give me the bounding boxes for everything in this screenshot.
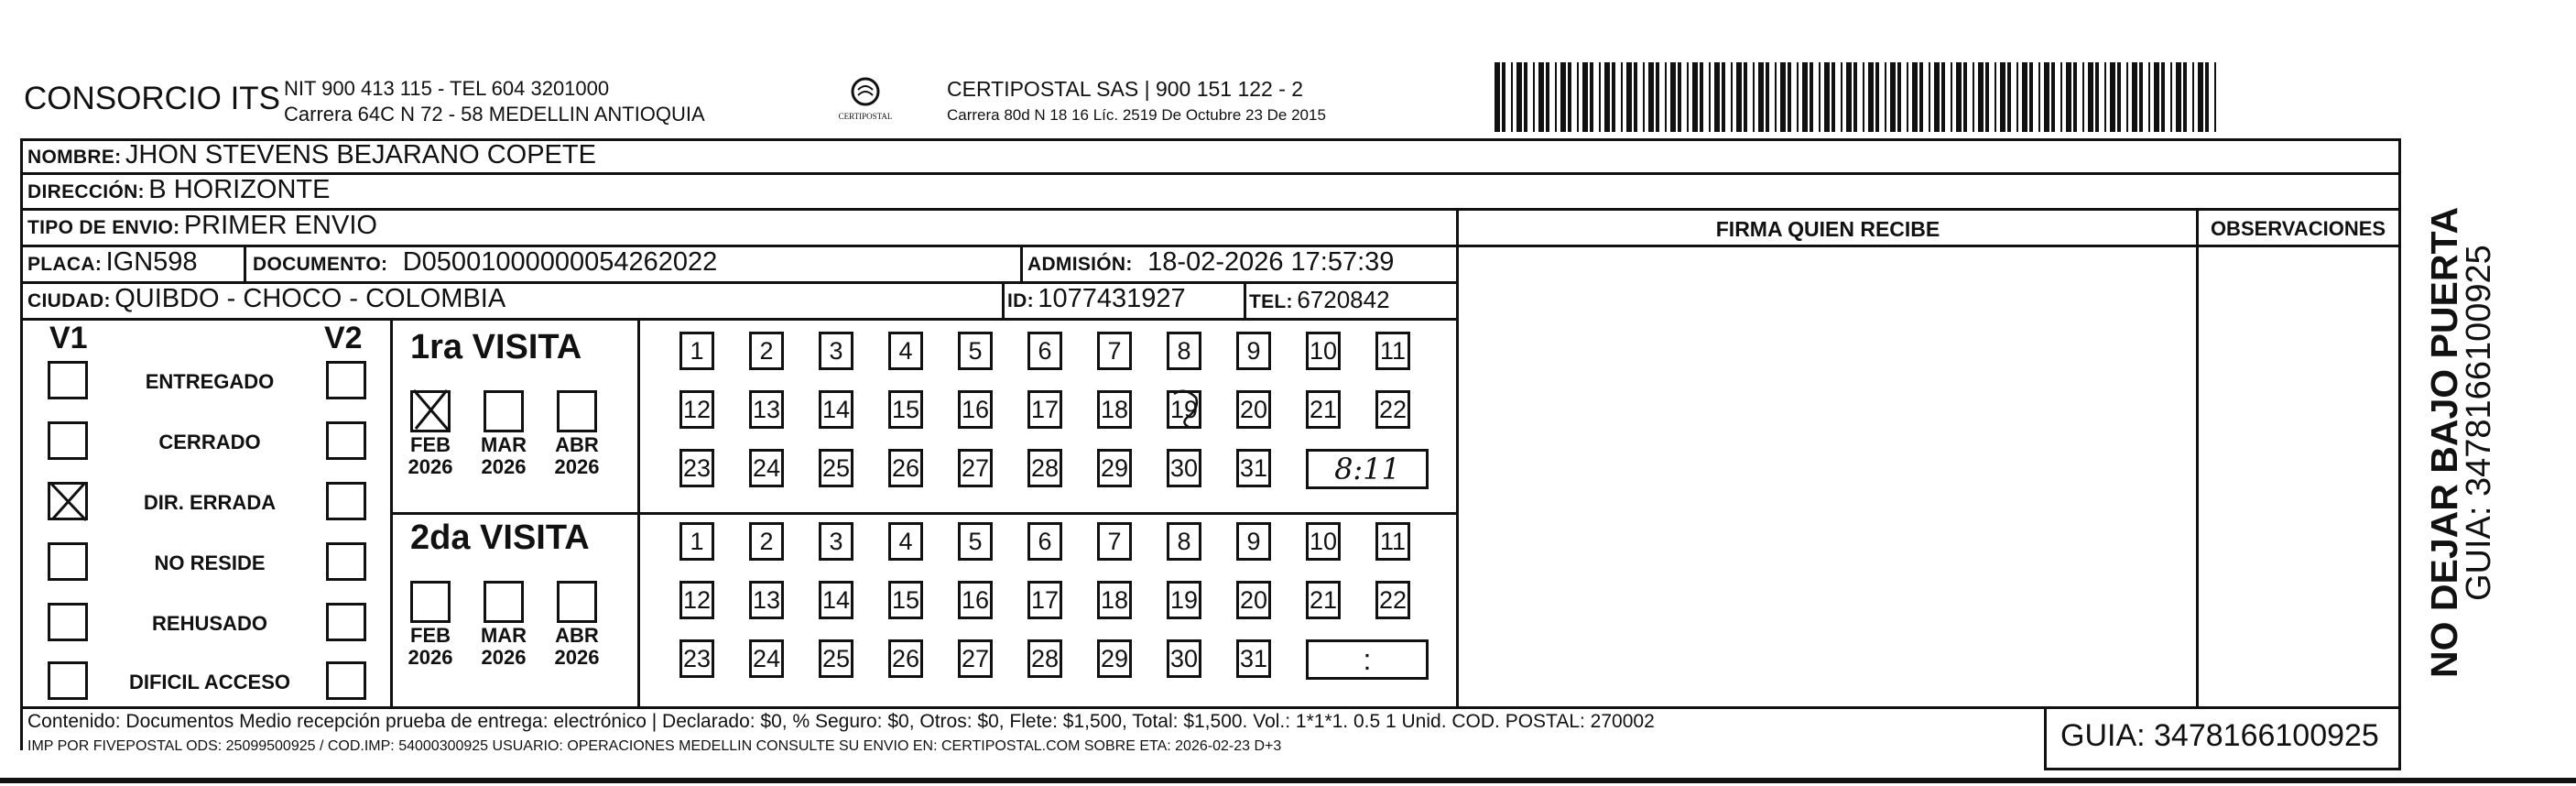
day-box[interactable]: 12 <box>679 581 714 619</box>
ciudad-row <box>27 284 505 314</box>
observaciones-col-left <box>2196 208 2199 708</box>
documento-row <box>253 247 717 278</box>
rule-bottom-outer <box>2044 768 2401 770</box>
admision-label: ADMISIÓN: <box>1027 254 1133 275</box>
day-box[interactable]: 20 <box>1236 581 1271 619</box>
day-box[interactable]: 27 <box>958 639 993 678</box>
day-box[interactable]: 14 <box>819 581 853 619</box>
v1-checkbox[interactable] <box>48 661 88 700</box>
day-box[interactable]: 30 <box>1167 639 1201 678</box>
rule-nombre <box>20 172 2401 175</box>
day-box[interactable]: 28 <box>1027 449 1062 487</box>
day-box[interactable]: 16 <box>958 390 993 429</box>
day-box[interactable]: 13 <box>749 390 784 429</box>
placa-sep <box>244 245 246 281</box>
id-value: 1077431927 <box>1038 284 1186 313</box>
day-box[interactable]: 21 <box>1306 581 1341 619</box>
ciudad-label: CIUDAD: <box>27 290 111 311</box>
month-label: ABR 2026 <box>554 624 600 669</box>
v1-checkbox[interactable] <box>48 603 88 641</box>
rule-bottom-page <box>0 778 2576 783</box>
logo-text: CERTIPOSTAL <box>838 112 893 121</box>
first-visit-time[interactable]: 8:11 <box>1306 449 1429 489</box>
tipo-row <box>27 211 377 241</box>
day-box[interactable]: 11 <box>1375 522 1410 561</box>
certipostal-logo <box>829 73 902 128</box>
day-box[interactable]: 25 <box>819 639 853 678</box>
id-sep <box>1002 281 1005 318</box>
day-box[interactable]: 24 <box>749 449 784 487</box>
day-box[interactable]: 30 <box>1167 449 1201 487</box>
frame-right <box>2398 138 2401 770</box>
day-box[interactable]: 22 <box>1375 581 1410 619</box>
v1-header: V1 <box>49 321 88 355</box>
day-box[interactable]: 25 <box>819 449 853 487</box>
day-box[interactable]: 22 <box>1375 390 1410 429</box>
id-label: ID: <box>1007 290 1034 311</box>
company-nit: NIT 900 413 115 - TEL 604 3201000 <box>284 77 610 100</box>
month-checkbox[interactable] <box>484 390 524 432</box>
status-label: NO RESIDE <box>154 551 266 574</box>
day-box[interactable]: 31 <box>1236 639 1271 678</box>
placa-value: IGN598 <box>105 247 198 277</box>
documento-label: DOCUMENTO: <box>253 254 388 275</box>
month-checkbox[interactable] <box>484 581 524 623</box>
status-label: DIR. ERRADA <box>143 491 277 514</box>
status-label: CERRADO <box>158 431 261 453</box>
day-box[interactable]: 1 <box>679 332 714 370</box>
day-box[interactable]: 28 <box>1027 639 1062 678</box>
v2-checkbox[interactable] <box>326 361 366 399</box>
day-box[interactable]: 19 <box>1167 581 1201 619</box>
month-checkbox[interactable] <box>557 390 597 432</box>
certipostal-info: CERTIPOSTAL SAS | 900 151 122 - 2 <box>947 77 1304 101</box>
day-box[interactable]: 9 <box>1236 332 1271 370</box>
day-box[interactable]: 21 <box>1306 390 1341 429</box>
day-box[interactable]: 4 <box>888 332 923 370</box>
day-box[interactable]: 3 <box>819 332 853 370</box>
day-box[interactable]: 23 <box>679 639 714 678</box>
direccion-label: DIRECCIÓN: <box>27 181 145 202</box>
day-box[interactable]: 15 <box>888 390 923 429</box>
day-box[interactable]: 5 <box>958 332 993 370</box>
day-box[interactable]: 2 <box>749 522 784 561</box>
tipo-value: PRIMER ENVIO <box>183 211 377 240</box>
day-box[interactable]: 26 <box>888 449 923 487</box>
day-box[interactable]: 20 <box>1236 390 1271 429</box>
day-box[interactable]: 31 <box>1236 449 1271 487</box>
admision-value: 18-02-2026 17:57:39 <box>1147 247 1395 277</box>
tipo-label: TIPO DE ENVIO: <box>27 217 180 238</box>
day-box[interactable]: 26 <box>888 639 923 678</box>
day-box[interactable]: 16 <box>958 581 993 619</box>
admision-sep <box>1020 245 1023 281</box>
ciudad-value: QUIBDO - CHOCO - COLOMBIA <box>114 284 506 313</box>
day-box[interactable]: 15 <box>888 581 923 619</box>
day-box[interactable]: 27 <box>958 449 993 487</box>
day-box[interactable]: 12 <box>679 390 714 429</box>
side-warning: NO DEJAR BAJO PUERTA <box>2423 206 2465 678</box>
v2-header: V2 <box>324 321 363 355</box>
day-box[interactable]: 13 <box>749 581 784 619</box>
certipostal-address: Carrera 80d N 18 16 Líc. 2519 De Octubre 23 De 2015 <box>947 106 1326 124</box>
day-box[interactable]: 17 <box>1027 390 1062 429</box>
day-box[interactable]: 6 <box>1027 332 1062 370</box>
day-box[interactable]: 8 <box>1167 522 1201 561</box>
month-checkbox[interactable] <box>410 581 451 623</box>
day-box[interactable]: 1 <box>679 522 714 561</box>
v2-checkbox[interactable] <box>326 542 366 581</box>
company-address: Carrera 64C N 72 - 58 MEDELLIN ANTIOQUIA <box>284 103 705 126</box>
day-box[interactable]: 6 <box>1027 522 1062 561</box>
barcode <box>1495 62 2223 132</box>
day-box[interactable]: 23 <box>679 449 714 487</box>
v2-checkbox[interactable] <box>326 661 366 700</box>
day-box[interactable]: 3 <box>819 522 853 561</box>
frame-left <box>20 138 23 750</box>
rule-headers-right <box>1458 245 2401 247</box>
second-visit-time[interactable]: : <box>1306 639 1429 680</box>
observaciones-header: OBSERVACIONES <box>2210 217 2386 240</box>
rule-ciudad <box>20 318 1458 321</box>
admision-row <box>1027 247 1394 278</box>
day-box[interactable]: 24 <box>749 639 784 678</box>
v2-checkbox[interactable] <box>326 603 366 641</box>
footer-imp: IMP POR FIVEPOSTAL ODS: 25099500925 / COD.IMP: 54000300925 USUARIO: OPERACIONES MEDELLIN CONSULTE SU ENVIO EN: CERTIPOSTAL.COM SOBRE ETA: 2026-02-23 D+3 <box>27 738 1282 754</box>
footer-guia: GUIA: 3478166100925 <box>2060 718 2379 753</box>
tel-row <box>1249 286 1390 314</box>
v2-checkbox[interactable] <box>326 482 366 520</box>
day-box[interactable]: 18 <box>1097 581 1132 619</box>
nombre-value: JHON STEVENS BEJARANO COPETE <box>125 140 596 169</box>
placa-row <box>27 247 198 278</box>
month-label: FEB 2026 <box>408 624 453 669</box>
month-checkbox[interactable] <box>557 581 597 623</box>
tel-label: TEL: <box>1249 291 1293 312</box>
month-label: ABR 2026 <box>554 433 600 478</box>
tel-sep <box>1244 281 1246 318</box>
v1-checkbox[interactable] <box>48 361 88 399</box>
v1-checkbox[interactable] <box>48 542 88 581</box>
status-label: ENTREGADO <box>145 370 275 393</box>
day-box[interactable]: 29 <box>1097 639 1132 678</box>
footer-guia-sep <box>2044 706 2047 770</box>
rule-direccion <box>20 208 2401 211</box>
first-visit-title: 1ra VISITA <box>410 328 582 366</box>
day-box[interactable]: 11 <box>1375 332 1410 370</box>
day-box[interactable]: 10 <box>1306 332 1341 370</box>
month-label: FEB 2026 <box>408 433 453 478</box>
day-box[interactable]: 5 <box>958 522 993 561</box>
v1-checkbox[interactable] <box>48 482 88 520</box>
side-guia: GUIA: 3478166100925 <box>2460 245 2498 601</box>
direccion-value: B HORIZONTE <box>148 175 331 204</box>
day-box[interactable]: 7 <box>1097 522 1132 561</box>
status-label: DIFICIL ACCESO <box>128 671 290 693</box>
month-label: MAR 2026 <box>480 624 527 669</box>
id-row <box>1007 284 1186 314</box>
day-box[interactable]: 10 <box>1306 522 1341 561</box>
day-box[interactable]: 19 <box>1167 390 1201 429</box>
placa-label: PLACA: <box>27 254 103 275</box>
nombre-label: NOMBRE: <box>27 147 122 168</box>
month-label: MAR 2026 <box>480 433 527 478</box>
company-name: CONSORCIO ITS <box>24 81 281 116</box>
direccion-row <box>27 175 330 205</box>
status-label: REHUSADO <box>152 612 267 635</box>
v2-checkbox[interactable] <box>326 421 366 460</box>
documento-value: D05001000000054262022 <box>402 247 718 277</box>
day-box[interactable]: 8 <box>1167 332 1201 370</box>
firma-header: FIRMA QUIEN RECIBE <box>1715 217 1940 241</box>
month-checkbox[interactable] <box>410 390 451 432</box>
day-box[interactable]: 7 <box>1097 332 1132 370</box>
day-box[interactable]: 29 <box>1097 449 1132 487</box>
second-visit-title: 2da VISITA <box>410 519 590 557</box>
rule-visits-mid <box>390 512 1458 515</box>
tel-value: 6720842 <box>1297 286 1390 313</box>
day-box[interactable]: 18 <box>1097 390 1132 429</box>
v1-checkbox[interactable] <box>48 421 88 460</box>
day-box[interactable]: 17 <box>1027 581 1062 619</box>
day-box[interactable]: 4 <box>888 522 923 561</box>
nombre-row <box>27 140 596 170</box>
day-box[interactable]: 2 <box>749 332 784 370</box>
day-box[interactable]: 9 <box>1236 522 1271 561</box>
day-box[interactable]: 14 <box>819 390 853 429</box>
footer-contenido: Contenido: Documentos Medio recepción prueba de entrega: electrónico | Declarado: $0, % Seguro: $0, Otros: $0, Flete: $1,500, Total: $1,500. Vol.: 1*1*1. 0.5 1 Unid. COD. POSTAL: 270002 <box>27 711 1655 732</box>
